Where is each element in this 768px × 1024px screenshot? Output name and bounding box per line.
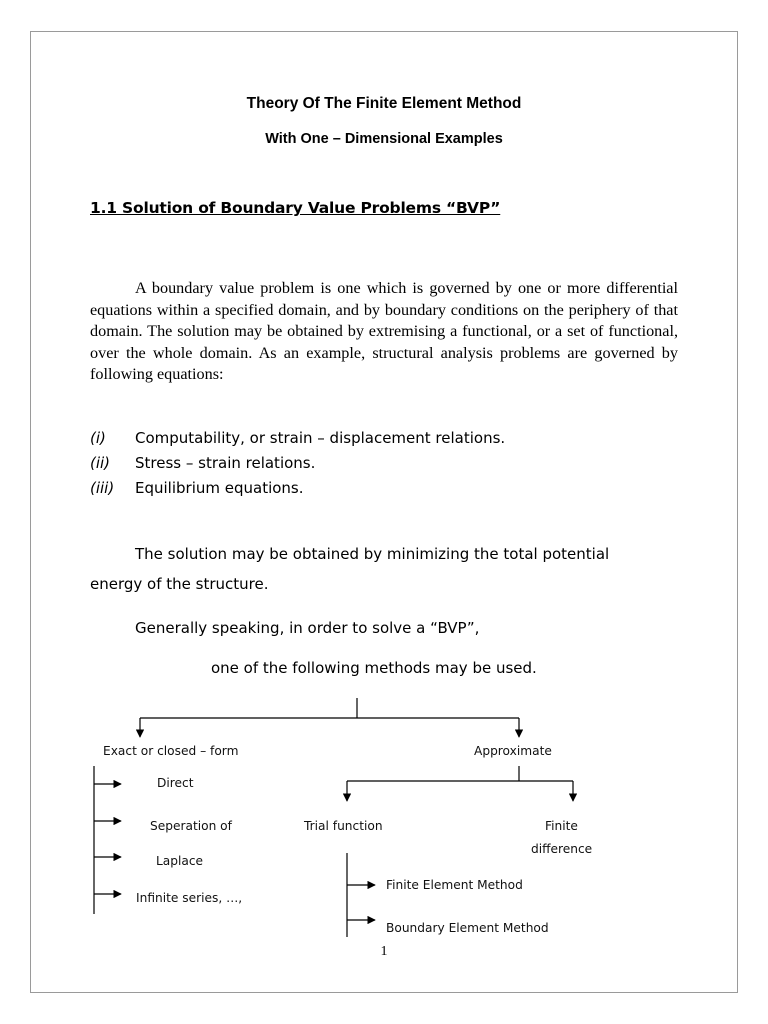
document-subtitle: With One – Dimensional Examples [265,131,503,147]
section-heading: 1.1 Solution of Boundary Value Problems “BVP” [90,199,501,217]
node-bem: Boundary Element Method [386,921,549,935]
paragraph-text: A boundary value problem is one which is governed by one or more differential equations within a specified domain, and by boundary conditions on the periphery of that domain. The solution may be obtained by extremising a functional, or a set of functional, over the whole domain. As an example, structural analysis problems are governed by following equations: [90,279,678,384]
list-number: (i) [90,429,106,447]
node-trial-function: Trial function [304,819,383,833]
node-fem: Finite Element Method [386,878,523,892]
node-exact: Exact or closed – form [103,744,239,758]
node-laplace: Laplace [156,854,204,868]
document-title: Theory Of The Finite Element Method [246,95,522,112]
list-text: Computability, or strain – displacement relations. [135,429,506,447]
page-number: 1 [380,944,388,959]
list-number: (iii) [90,479,115,497]
node-separation: Seperation of [150,819,232,833]
node-finite-difference-1: Finite [545,819,578,833]
node-finite-difference-2: difference [531,842,593,856]
methods-line: one of the following methods may be used. [211,659,537,677]
solution-line-1: The solution may be obtained by minimizing the total potential [135,545,610,563]
list-text: Stress – strain relations. [135,454,316,472]
node-approximate: Approximate [474,744,552,758]
generally-line: Generally speaking, in order to solve a “BVP”, [135,619,480,637]
node-infinite-series: Infinite series, …, [136,891,243,905]
list-number: (ii) [90,454,111,472]
list-text: Equilibrium equations. [135,479,304,497]
node-direct: Direct [157,776,194,790]
solution-line-2: energy of the structure. [90,575,269,593]
